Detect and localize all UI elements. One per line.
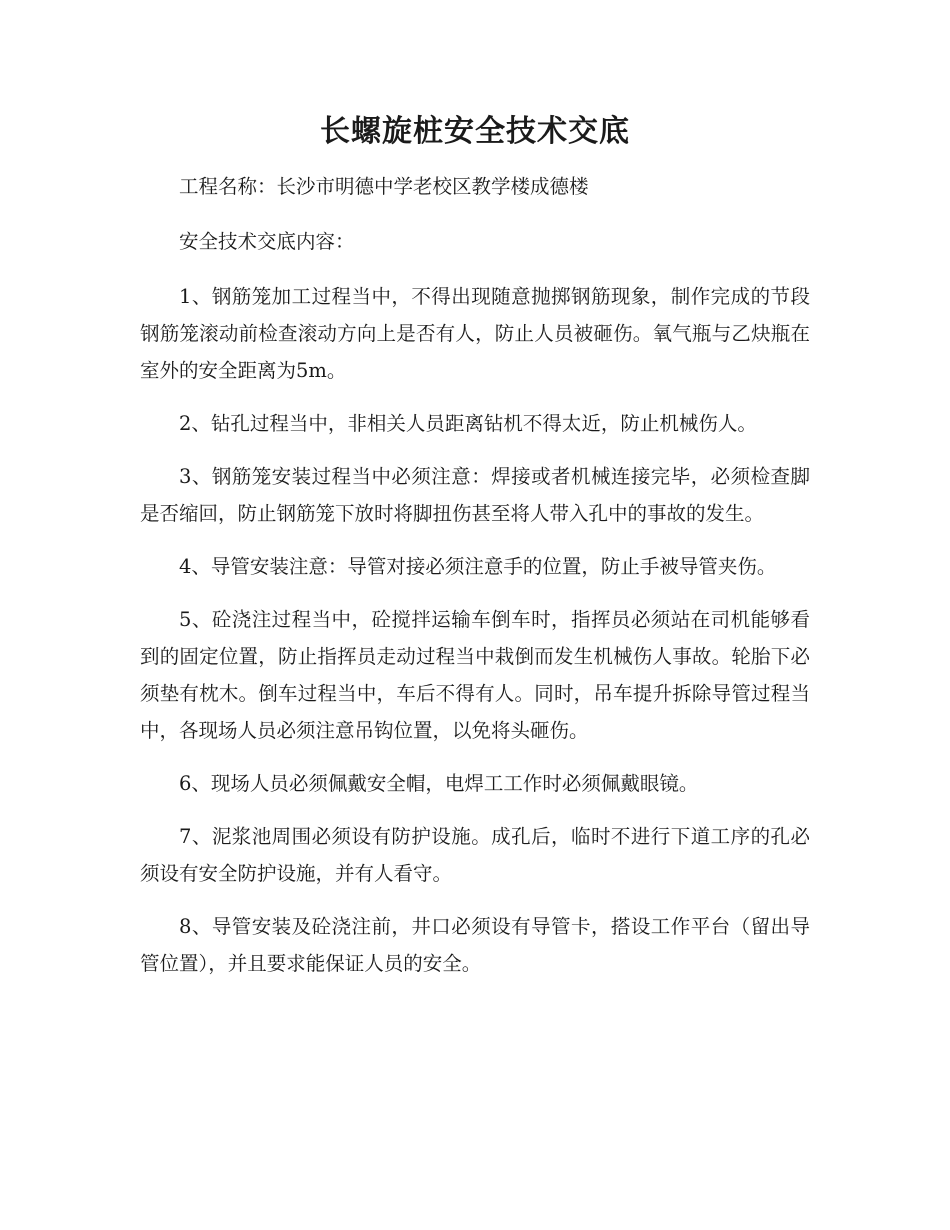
document-title: 长螺旋桩安全技术交底: [320, 114, 630, 149]
project-name-line: 工程名称：长沙市明德中学老校区教学楼成德楼: [179, 175, 589, 198]
safety-item-5: 5、砼浇注过程当中，砼搅拌运输车倒车时，指挥员必须站在司机能够看到的固定位置，防止指挥员走动过程当中栽倒而发生机械伤人事故。轮胎下必须垫有枕木。倒车过程当中，车后不得有人。同时，吊车提升拆除导管过程当中，各现场人员必须注意吊钩位置，以免将头砸伤。: [140, 608, 810, 742]
safety-item-3: 3、钢筋笼安装过程当中必须注意：焊接或者机械连接完毕，必须检查脚是否缩回，防止钢筋笼下放时将脚扭伤甚至将人带入孔中的事故的发生。: [140, 465, 810, 525]
safety-item-1: 1、钢筋笼加工过程当中，不得出现随意抛掷钢筋现象，制作完成的节段钢筋笼滚动前检查滚动方向上是否有人，防止人员被砸伤。氧气瓶与乙炔瓶在室外的安全距离为5m。: [140, 285, 810, 382]
safety-item-2: 2、钻孔过程当中，非相关人员距离钻机不得太近，防止机械伤人。: [179, 412, 757, 435]
document-body: [140, 168, 810, 998]
safety-item-6: 6、现场人员必须佩戴安全帽，电焊工工作时必须佩戴眼镜。: [179, 772, 699, 795]
safety-item-4: 4、导管安装注意：导管对接必须注意手的位置，防止手被导管夹伤。: [179, 555, 777, 578]
section-label: 安全技术交底内容：: [179, 230, 355, 253]
safety-item-8: 8、导管安装及砼浇注前，井口必须设有导管卡，搭设工作平台（留出导管位置），并且要求能保证人员的安全。: [140, 915, 810, 975]
safety-item-7: 7、泥浆池周围必须设有防护设施。成孔后，临时不进行下道工序的孔必须设有安全防护设施，并有人看守。: [140, 825, 810, 885]
